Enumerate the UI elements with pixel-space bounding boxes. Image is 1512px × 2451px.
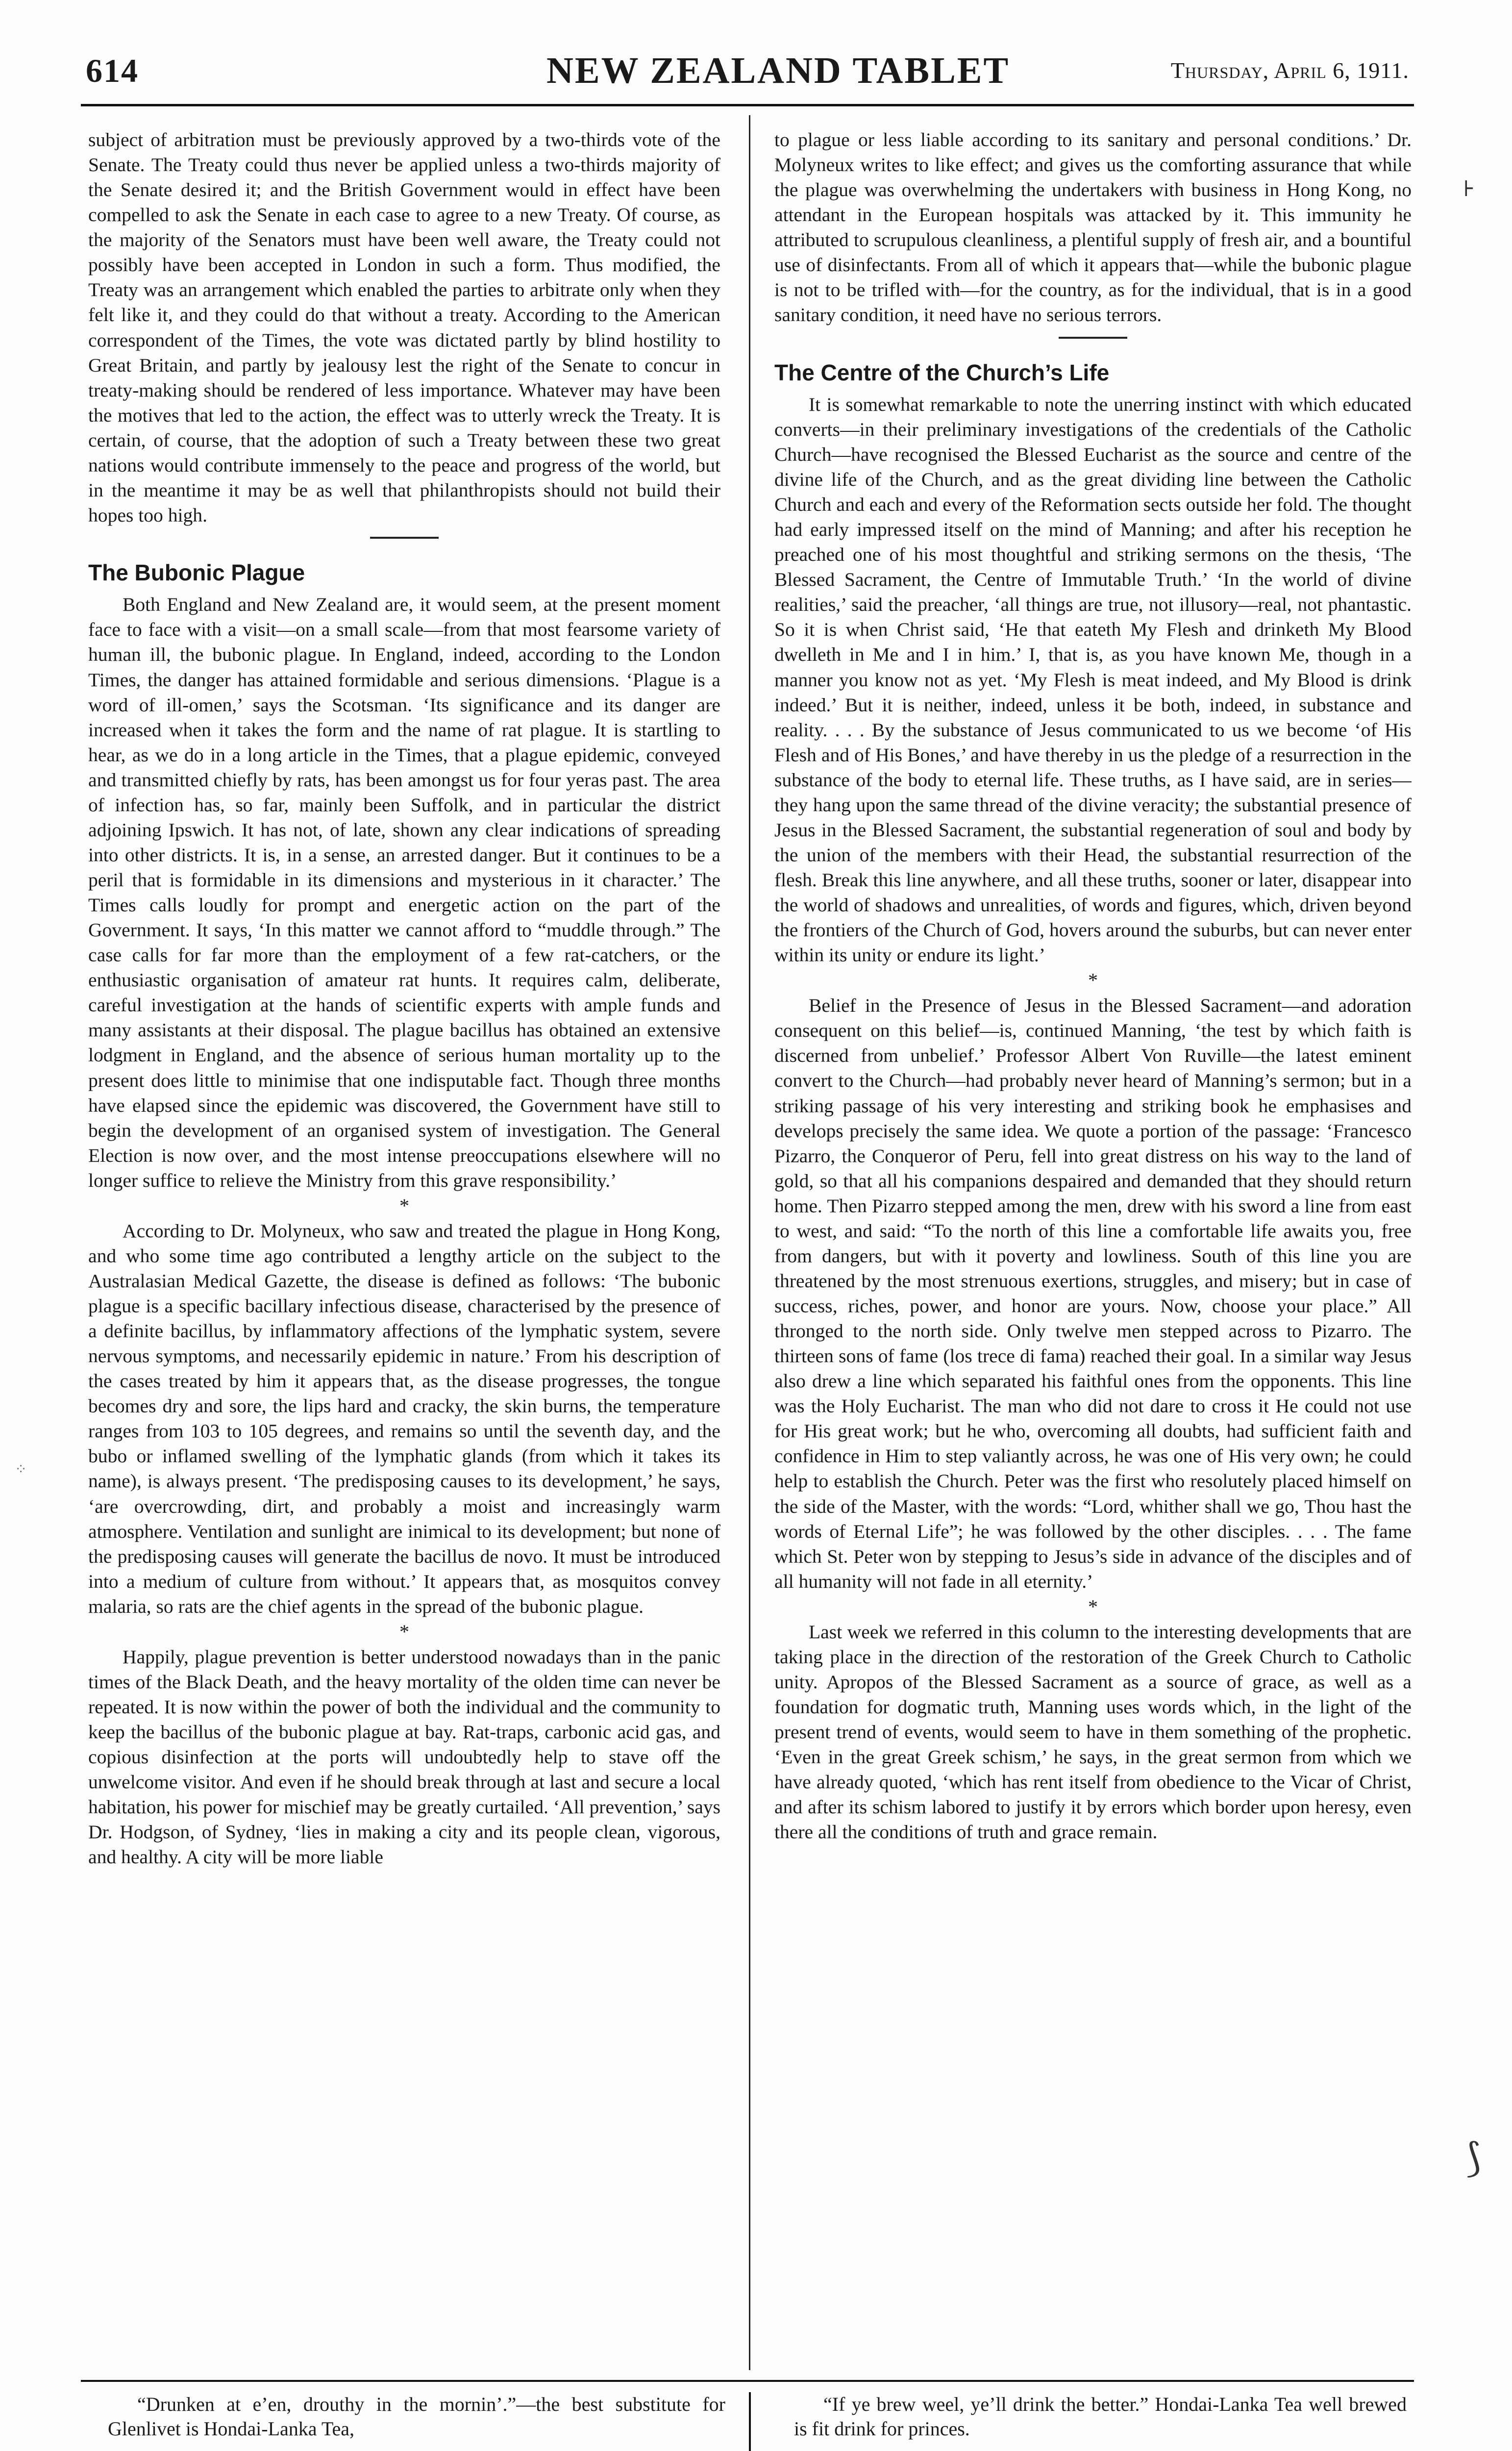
margin-mark: ⁘ <box>15 1461 27 1477</box>
margin-mark: ⊦ <box>1463 177 1475 201</box>
asterisk-separator: * <box>399 1620 409 1643</box>
asterisk-separator: * <box>399 1194 409 1217</box>
asterisk-separator: * <box>1088 969 1098 992</box>
arbitration-treaty-paragraph: subject of arbitration must be previously approved by a two-thirds vote of the Senate. The Treaty could thus never be applied unless a two-thirds majority of the Senate desired it; and the British Government would in effect have been compelled to ask the Senate in each case to agree to a new Treaty. Of course, as the majority of the Senators must have been well aware, the Treaty could not possibly have been accepted in London in such a form. Thus modified, the Treaty was an arrangement which enabled the parties to arbitrate only when they felt like it, and they could do that without a treaty. According to the American correspondent of the Times, the vote was dictated partly by blind hostility to Great Britain, and partly by jealousy lest the right of the Senate to concur in treaty-making should be rendered of less importance. Whatever may have been the motives that led to the action, the effect was to utterly wreck the Treaty. It is certain, of course, that the adoption of such a Treaty between these two great nations would contribute immensely to the peace and progress of the world, but in the meantime it may be as well that philanthropists should not build their hopes too high. <box>88 129 720 526</box>
issue-date: Thursday, April 6, 1911. <box>1170 58 1409 83</box>
column-divider <box>749 115 750 2370</box>
section-rule <box>370 537 439 539</box>
asterisk-separator: * <box>1088 1595 1098 1618</box>
section-rule <box>1059 337 1127 339</box>
footer-divider <box>749 2392 751 2451</box>
tea-advertisement-text: “If ye brew weel, ye’ll drink the better.” Hondai-Lanka Tea well brewed is fit drink for princes. <box>794 2393 1407 2440</box>
tea-advertisement-left <box>108 2392 725 2441</box>
masthead-rule <box>81 104 1414 106</box>
plague-continued-paragraph: to plague or less liable according to its sanitary and personal conditions.’ Dr. Molyneux writes to like effect; and gives us the comforting assurance that while the plague was overwhelming the undertakers with business in Hong Kong, no attendant in the European hospitals was attacked by it. This immunity he attributed to scrupulous cleanliness, a plentiful supply of fresh air, and a bountiful use of disinfectants. From all of which it appears that—while the bubonic plague is not to be trifled with—for the country, as for the individual, that is in a good sanitary condition, it need have no serious terrors. <box>774 129 1412 326</box>
church-life-heading: The Centre of the Church’s Life <box>774 359 1110 385</box>
newspaper-title: NEW ZEALAND TABLET <box>546 50 1010 91</box>
plague-paragraph-3: Happily, plague prevention is better understood nowadays than in the panic times of the Black Death, and the heavy mortality of the olden time can never be repeated. It is now within the power of both the individual and the community to keep the bacillus of the bubonic plague at bay. Rat-traps, carbonic acid gas, and copious disinfection at the ports will undoubtedly help to stave off the unwelcome visitor. And even if he should break through at last and secure a local habitation, his power for mischief may be greatly curtailed. ‘All prevention,’ says Dr. Hodgson, of Sydney, ‘lies in making a city and its people clean, vigorous, and healthy. A city will be more liable <box>88 1646 720 1868</box>
church-paragraph-2: Belief in the Presence of Jesus in the Blessed Sacrament—and adoration consequent on this belief—is, continued Manning, ‘the test by which faith is discerned from unbelief.’ Professor Albert Von Ruville—the latest eminent convert to the Church—had probably never heard of Manning’s sermon; but in a striking passage of his very interesting and striking book he emphasises and develops precisely the same idea. We quote a portion of the passage: ‘Francesco Pizarro, the Conqueror of Peru, fell into great distress on his way to the land of gold, so that all his companions despaired and demanded that they should return home. Then Pizarro stepped among the men, drew with his sword a line from east to west, and said: “To the north of this line a comfortable life awaits you, free from dangers, but with it poverty and lowliness. South of this line you are threatened by the most strenuous exertions, struggles, and misery; but in case of success, riches, power, and honor are yours. Now, choose your place.” All thronged to the north side. Only twelve men stepped across to Pizarro. The thirteen sons of fame (los trece di fama) reached their goal. In a similar way Jesus also drew a line which separated his faithful ones from the opponents. This line was the Holy Eucharist. The man who did not dare to cross it He could not use for His great work; but he who, overcoming all doubts, had sufficient faith and confidence in Him to step valiantly across, he was one of His very own; he could help to establish the Church. Peter was the first who resolutely placed himself on the side of the Master, with the words: “Lord, whither shall we go, Thou hast the words of Eternal Life”; he was followed by the other disciples. . . . The fame which St. Peter won by stepping to Jesus’s side in advance of the disciples and of all humanity will not fade in all eternity.’ <box>774 995 1412 1592</box>
plague-paragraph-1: Both England and New Zealand are, it would seem, at the present moment face to face with a visit—on a small scale—from that most fearsome variety of human ill, the bubonic plague. In England, indeed, according to the London Times, the danger has attained formidable and serious dimensions. ‘Plague is a word of ill-omen,’ says the Scotsman. ‘Its significance and its danger are increased when it takes the form and the name of rat plague. It is startling to hear, as we do in a long article in the Times, that a plague epidemic, conveyed and transmitted chiefly by rats, has been amongst us for four yeras past. The area of infection has, so far, mainly been Suffolk, and in particular the district adjoining Ipswich. It has not, of late, shown any clear indications of spreading into other districts. It is, in a sense, an arrested danger. But it continues to be a peril that is formidable in its dimensions and mysterious in it character.’ The Times calls loudly for prompt and energetic action on the part of the Government. It says, ‘In this matter we cannot afford to “muddle through.” The case calls for far more than the employment of a few rat-catchers, or the enthusiastic organisation of amateur rat hunts. It requires calm, deliberate, careful investigation at the hands of scientific experts with ample funds and many assistants at their disposal. The plague bacillus has obtained an extensive lodgment in England, and the absence of serious human mortality up to the present does little to minimise that one indisputable fact. Though three months have elapsed since the epidemic was discovered, the Government have still to begin the development of an organised system of investigation. The General Election is now over, and the most intense preoccupations elsewhere will no longer suffice to relieve the Ministry from this grave responsibility.’ <box>88 594 720 1191</box>
plague-paragraph-2: According to Dr. Molyneux, who saw and treated the plague in Hong Kong, and who some time ago contributed a lengthy article on the subject to the Australasian Medical Gazette, the disease is defined as follows: ‘The bubonic plague is a specific bacillary infectious disease, characterised by the presence of a definite bacillus, by inflammatory affections of the lymphatic system, severe nervous symptoms, and necessarily epidemic in nature.’ From his description of the cases treated by him it appears that, as the disease progresses, the tongue becomes dry and sore, the lips hard and cracky, the skin burns, the temperature ranges from 103 to 105 degrees, and remains so until the seventh day, and the bubo or inflamed swelling of the lymphatic glands (from which it takes its name), is always present. ‘The predisposing causes to its development,’ he says, ‘are overcrowding, dirt, and probably a moist and increasingly warm atmosphere. Ventilation and sunlight are inimical to its development; but none of the predisposing causes will generate the bacillus de novo. It must be introduced into a medium of culture from without.’ It appears that, as mosquitos convey malaria, so rats are the chief agents in the spread of the bubonic plague. <box>88 1220 720 1617</box>
footer-rule <box>81 2380 1414 2382</box>
margin-mark: ⟆ <box>1465 2137 1481 2180</box>
tea-advertisement-text: “Drunken at e’en, drouthy in the mornin’.”—the best substitute for Glenlivet is Hondai-Lanka Tea, <box>108 2393 725 2440</box>
right-column <box>774 127 1412 2363</box>
church-paragraph-3: Last week we referred in this column to the interesting developments that are taking place in the direction of the restoration of the Greek Church to Catholic unity. Apropos of the Blessed Sacrament as a source of grace, as well as a foundation for dogmatic truth, Manning uses words which, in the light of the present trend of events, would seem to have in them something of the prophetic. ‘Even in the great Greek schism,’ he says, in the great sermon from which we have already quoted, ‘which has rent itself from obedience to the Vicar of Christ, and after its schism labored to justify it by errors which border upon heresy, even there all the conditions of truth and grace remain. <box>774 1621 1412 1843</box>
church-paragraph-1: It is somewhat remarkable to note the unerring instinct with which educated converts—in their preliminary investigations of the credentials of the Catholic Church—have recognised the Blessed Eucharist as the source and centre of the divine life of the Church, and as the great dividing line between the Catholic Church and each and every of the Reformation sects outside her fold. The thought had early impressed itself on the mind of Manning; and after his reception he preached one of his most thoughtful and striking sermons on the thesis, ‘The Blessed Sacrament, the Centre of Immutable Truth.’ ‘In the world of divine realities,’ said the preacher, ‘all things are true, not illusory—real, not phantastic. So it is when Christ said, ‘He that eateth My Flesh and drinketh My Blood dwelleth in Me and I in him.’ I, that is, as you have known Me, though in a manner you know not as yet. ‘My Flesh is meat indeed, and My Blood is drink indeed.’ But it is neither, indeed, unless it be both, indeed, in substance and reality. . . . By the substance of Jesus communicated to us we become ‘of His Flesh and of His Bones,’ and have thereby in us the pledge of a resurrection in the substance of the body to eternal life. These truths, as I have said, are in series—they hang upon the same thread of the divine veracity; the substantial presence of Jesus in the Blessed Sacrament, the substantial regeneration of soul and body by the union of the members with their Head, the substantial resurrection of the flesh. Break this line anywhere, and all these truths, sooner or later, disappear into the world of shadows and unrealities, of words and figures, which, driven beyond the frontiers of the Church of God, hovers around the suburbs, but can never enter within its unity or endure its light.’ <box>774 393 1412 966</box>
tea-advertisement-right <box>794 2392 1407 2441</box>
masthead <box>86 47 1409 100</box>
left-column <box>88 127 720 2363</box>
bubonic-plague-heading: The Bubonic Plague <box>88 560 305 585</box>
page-number: 614 <box>86 52 139 89</box>
